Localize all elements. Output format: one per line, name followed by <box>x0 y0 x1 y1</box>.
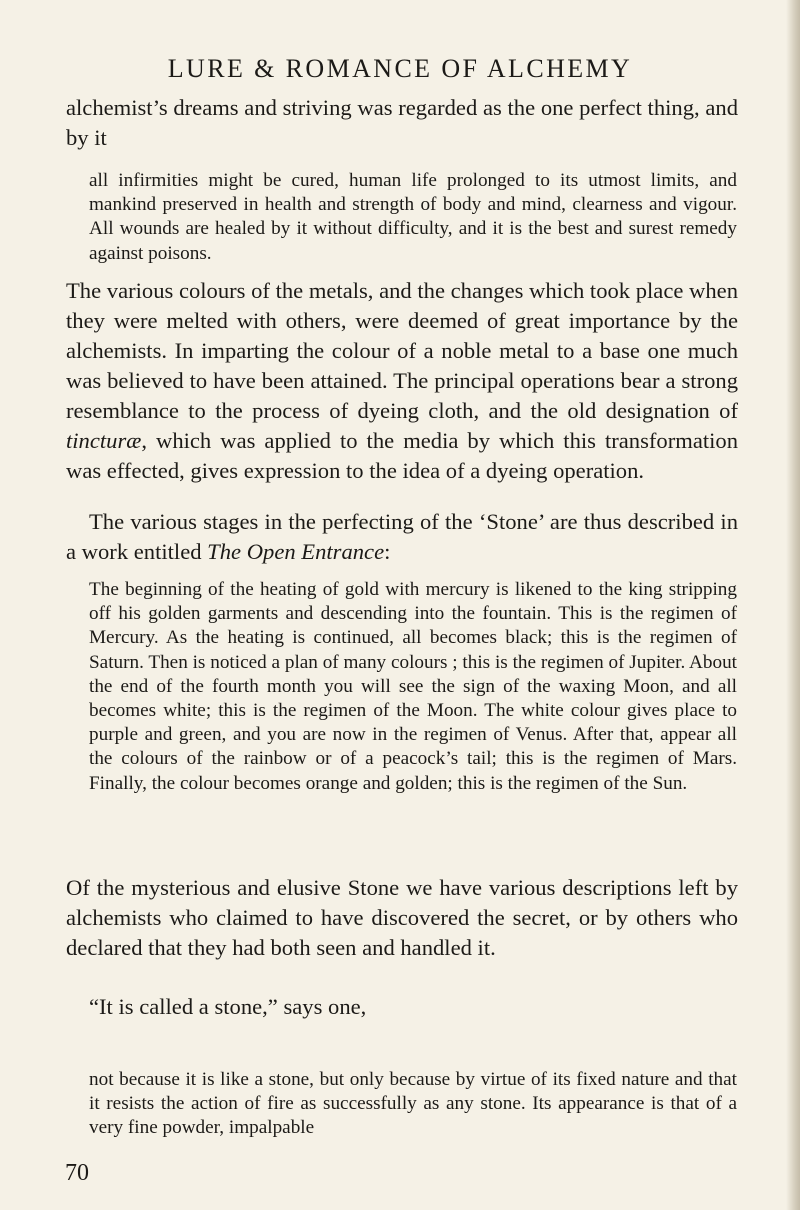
page-number: 70 <box>65 1160 89 1186</box>
block-quote-regimens: The beginning of the heating of gold with mercury is likened to the king stripping off his golden garments and descending into the fountain. This is the regimen of Mercury. As the heating is continued, all becomes black; this is the regimen of Saturn. Then is noticed a plan of many colours ; this is the regimen of Jupiter. About the end of the fourth month you will see the sign of the waxing Moon, and all becomes white; this is the regimen of the Moon. The white colour gives place to purple and green, and you are now in the regimen of Venus. After that, appear all the colours of the rainbow or of a peacock’s tail; this is the regimen of Mars. Finally, the colour becomes orange and golden; this is the regimen of the Sun. <box>89 579 737 794</box>
running-head: LURE & ROMANCE OF ALCHEMY <box>167 54 633 83</box>
block-quote-remedy: all infirmities might be cured, human life prolonged to its utmost limits, and mankind preserved in health and strength of body and mind, clearness and vigour. All wounds are healed by it without difficulty, and it is the best and surest remedy against poisons. <box>89 170 737 264</box>
page-edge-shadow <box>786 0 800 1210</box>
paragraph-stages-colon: : <box>384 539 391 564</box>
paragraph-stages-text: The various stages in the perfecting of the ‘Stone’ are thus described in a work entitled <box>66 509 738 564</box>
paragraph-colours-text-end: , which was applied to the media by which this transformation was effected, gives expression to the idea of a dyeing operation. <box>66 428 738 483</box>
paragraph-opening: alchemist’s dreams and striving was regarded as the one perfect thing, and by it <box>66 95 738 150</box>
tincturae-term: tincturæ <box>66 428 142 453</box>
paragraph-stone: Of the mysterious and elusive Stone we have various descriptions left by alchemists who claimed to have discovered the secret, or by others who declared that they had both seen and handled it. <box>66 875 738 960</box>
paragraph-says-one: “It is called a stone,” says one, <box>89 994 367 1019</box>
paragraph-stages <box>66 507 738 567</box>
paragraph-colours <box>66 276 738 486</box>
work-title: The Open Entrance <box>207 539 385 564</box>
block-quote-stone: not because it is like a stone, but only because by virtue of its fixed nature and that it resists the action of fire as successfully as any stone. Its appearance is that of a very fine powder, impalpable <box>89 1069 737 1139</box>
paragraph-colours-text: The various colours of the metals, and the changes which took place when they were melted with others, were deemed of great importance by the alchemists. In imparting the colour of a noble metal to a base one much was believed to have been attained. The principal operations bear a strong resemblance to the process of dyeing cloth, and the old designation of <box>66 278 738 423</box>
